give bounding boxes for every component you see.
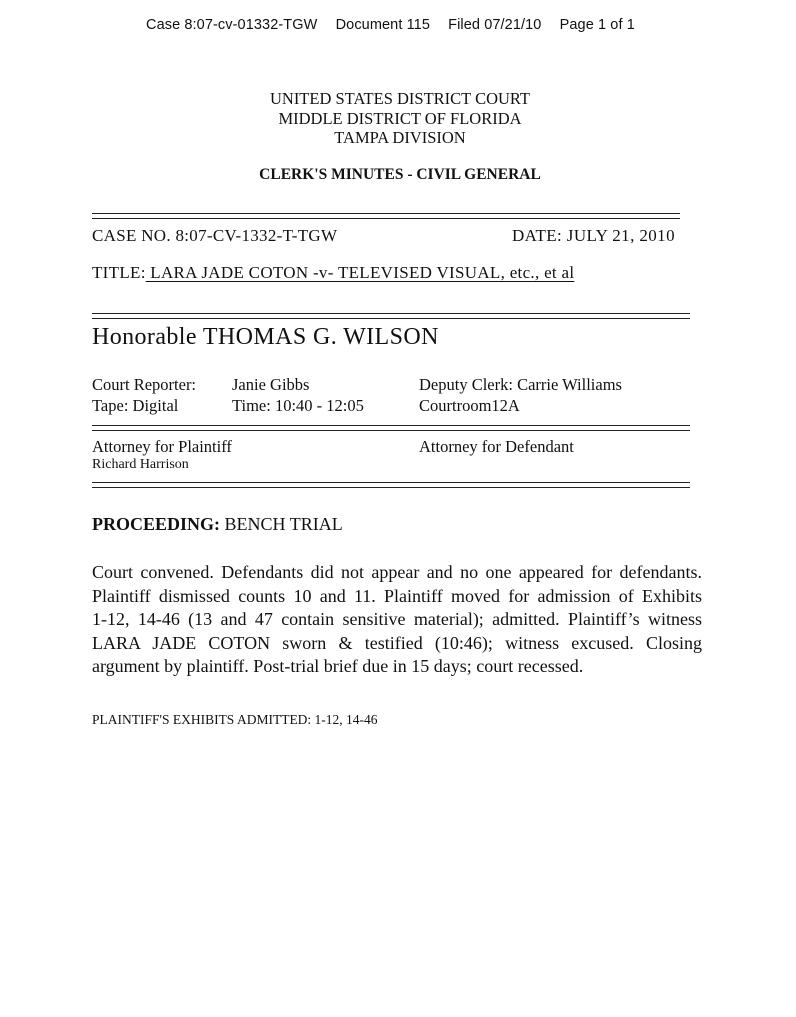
minutes-title: CLERK'S MINUTES - CIVIL GENERAL [259,166,541,183]
hearing-time: Time: 10:40 - 12:05 [232,396,364,415]
divider [92,318,690,319]
hearing-date: DATE: JULY 21, 2010 [512,226,675,245]
judge-name: Honorable THOMAS G. WILSON [92,324,439,350]
proceeding [92,514,343,535]
exhibits-admitted: PLAINTIFF'S EXHIBITS ADMITTED: 1-12, 14-46 [92,712,378,727]
filing-header [146,17,649,33]
divider [92,213,680,214]
divider [92,425,690,426]
court-heading [190,89,610,148]
filing-date: Filed 07/21/10 [448,17,542,33]
plaintiff-attorney-name: Richard Harrison [92,457,189,472]
proceeding-type: BENCH TRIAL [220,514,343,534]
divider [92,482,690,483]
court-reporter-label: Court Reporter: [92,375,197,394]
filing-page-number: Page 1 of 1 [559,17,635,33]
court-name: UNITED STATES DISTRICT COURT [269,89,530,108]
court-district: MIDDLE DISTRICT OF FLORIDA [278,108,522,128]
minutes-line: Plaintiff dismissed counts 10 and 11. Plaintiff moved for admission of Exhibits [92,585,702,606]
case-number: CASE NO. 8:07-CV-1332-T-TGW [92,226,338,245]
deputy-clerk: Deputy Clerk: Carrie Williams [419,375,622,394]
minutes-line: argument by plaintiff. Post-trial brief due in 15 days; court recessed. [92,656,584,677]
court-reporter-name: Janie Gibbs [232,375,310,394]
divider [92,218,680,219]
courtroom: Courtroom12A [419,396,520,415]
proceeding-label: PROCEEDING: [92,514,221,534]
divider [92,487,690,488]
minutes-line: 1-12, 14-46 (13 and 47 contain sensitive material); admitted. Plaintiff’s witness [92,609,702,630]
divider [92,430,690,431]
minutes-line: Court convened. Defendants did not appear and no one appeared for defendants. [92,562,702,582]
case-title-label: TITLE: [92,263,146,282]
defendant-attorney-label: Attorney for Defendant [419,437,574,456]
filing-document-number: Document 115 [335,17,431,33]
filing-case-number: Case 8:07-cv-01332-TGW [146,17,318,33]
tape-type: Tape: Digital [92,396,179,415]
case-title-value: LARA JADE COTON -v- TELEVISED VISUAL, etc., et al [145,263,575,282]
plaintiff-attorney-label: Attorney for Plaintiff [92,437,232,456]
minutes-line: LARA JADE COTON sworn & testified (10:46); witness excused. Closing [92,632,702,653]
court-division: TAMPA DIVISION [334,128,466,147]
case-title [92,263,574,283]
minutes-body [92,561,702,679]
divider [92,313,690,314]
